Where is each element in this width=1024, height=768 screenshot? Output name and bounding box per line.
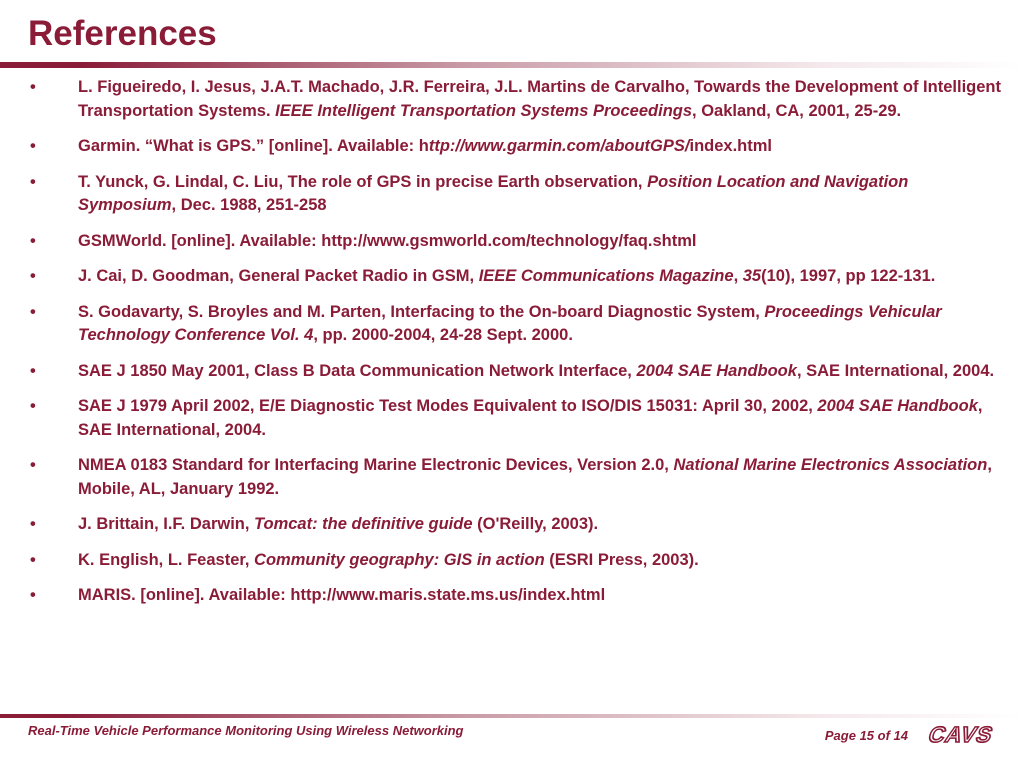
reference-text: MARIS. [online]. Available: http://www.maris.state.ms.us/index.html	[78, 586, 606, 604]
reference-italic-text: Proceedings Vehicular Technology Conference Vol. 4	[78, 302, 942, 344]
reference-item	[0, 360, 1024, 384]
reference-text: index.html	[689, 137, 772, 155]
reference-item	[0, 513, 1024, 537]
reference-italic-text: 2004 SAE Handbook	[817, 397, 978, 415]
reference-italic-text: Community geography: GIS in action	[254, 550, 545, 569]
page-number: Page 15 of 14	[824, 728, 908, 743]
reference-text: SAE J 1850 May 2001, Class B Data Communication Network Interface,	[78, 361, 637, 380]
bullet: •	[30, 172, 36, 191]
bullet: •	[30, 231, 36, 250]
reference-text: J. Brittain, I.F. Darwin,	[78, 515, 255, 533]
reference-text: , SAE International, 2004.	[796, 361, 995, 380]
bullet: •	[30, 302, 36, 321]
reference-text: K. English, L. Feaster,	[78, 550, 255, 569]
reference-italic-text: IEEE Communications Magazine	[478, 267, 734, 285]
reference-text: , Dec. 1988, 251-258	[171, 196, 327, 214]
bullet: •	[30, 78, 36, 96]
cavs-logo	[922, 720, 1004, 748]
bullet: •	[30, 586, 36, 604]
presentation-title: Real-Time Vehicle Performance Monitoring Using Wireless Networking	[28, 723, 464, 738]
reference-italic-text: Position Location and Navigation Symposium	[78, 172, 909, 214]
reference-text: T. Yunck, G. Lindal, C. Liu, The role of GPS in precise Earth observation,	[78, 172, 648, 191]
reference-italic-text: 35	[742, 267, 762, 285]
reference-item	[0, 76, 1024, 123]
bullet: •	[30, 361, 36, 380]
reference-text: S. Godavarty, S. Broyles and M. Parten, Interfacing to the On-board Diagnostic System,	[78, 302, 765, 321]
reference-text: , Mobile, AL, January 1992.	[78, 456, 992, 498]
reference-italic-text: National Marine Electronics Association	[673, 456, 988, 474]
reference-text: J. Cai, D. Goodman, General Packet Radio in GSM,	[78, 267, 479, 285]
reference-item	[0, 549, 1024, 573]
footer-divider	[0, 714, 1024, 718]
reference-text: NMEA 0183 Standard for Interfacing Marine Electronic Devices, Version 2.0,	[78, 456, 674, 474]
reference-text: Garmin. “What is GPS.” [online]. Available: h	[78, 137, 429, 155]
reference-list	[0, 76, 1024, 620]
reference-item	[0, 395, 1024, 442]
reference-item	[0, 301, 1024, 348]
bullet: •	[30, 267, 36, 285]
reference-italic-text: ttp://www.garmin.com/aboutGPS/	[428, 137, 690, 155]
reference-text: GSMWorld. [online]. Available: http://www.gsmworld.com/technology/faq.shtml	[78, 231, 697, 250]
bullet: •	[30, 456, 36, 474]
reference-text: (10), 1997, pp 122-131.	[761, 267, 936, 285]
reference-text: , SAE International, 2004.	[78, 397, 983, 439]
bullet: •	[30, 550, 36, 569]
reference-text: SAE J 1979 April 2002, E/E Diagnostic Test Modes Equivalent to ISO/DIS 15031: April 30, 2002,	[78, 397, 818, 415]
reference-text: , pp. 2000-2004, 24-28 Sept. 2000.	[313, 326, 573, 344]
reference-text: ,	[733, 267, 743, 285]
bullet: •	[30, 397, 36, 415]
reference-text: (O'Reilly, 2003).	[472, 515, 599, 533]
page-title: References	[28, 14, 217, 53]
bullet: •	[30, 137, 36, 155]
bullet: •	[30, 515, 36, 533]
reference-text: L. Figueiredo, I. Jesus, J.A.T. Machado, J.R. Ferreira, J.L. Martins de Carvalho, Towards the Development of Intelligent Transportation Systems.	[78, 78, 1001, 120]
reference-item	[0, 171, 1024, 218]
reference-text: , Oakland, CA, 2001, 25-29.	[692, 101, 902, 120]
reference-item	[0, 584, 1024, 608]
reference-item	[0, 265, 1024, 289]
title-divider	[0, 62, 1024, 68]
reference-italic-text: IEEE Intelligent Transportation Systems Proceedings	[275, 101, 693, 120]
reference-italic-text: Tomcat: the definitive guide	[254, 515, 473, 533]
reference-italic-text: 2004 SAE Handbook	[636, 361, 797, 380]
reference-item	[0, 454, 1024, 501]
reference-item	[0, 135, 1024, 159]
reference-item	[0, 230, 1024, 254]
reference-text: (ESRI Press, 2003).	[544, 550, 699, 569]
logo-text: CAVS	[925, 722, 997, 747]
